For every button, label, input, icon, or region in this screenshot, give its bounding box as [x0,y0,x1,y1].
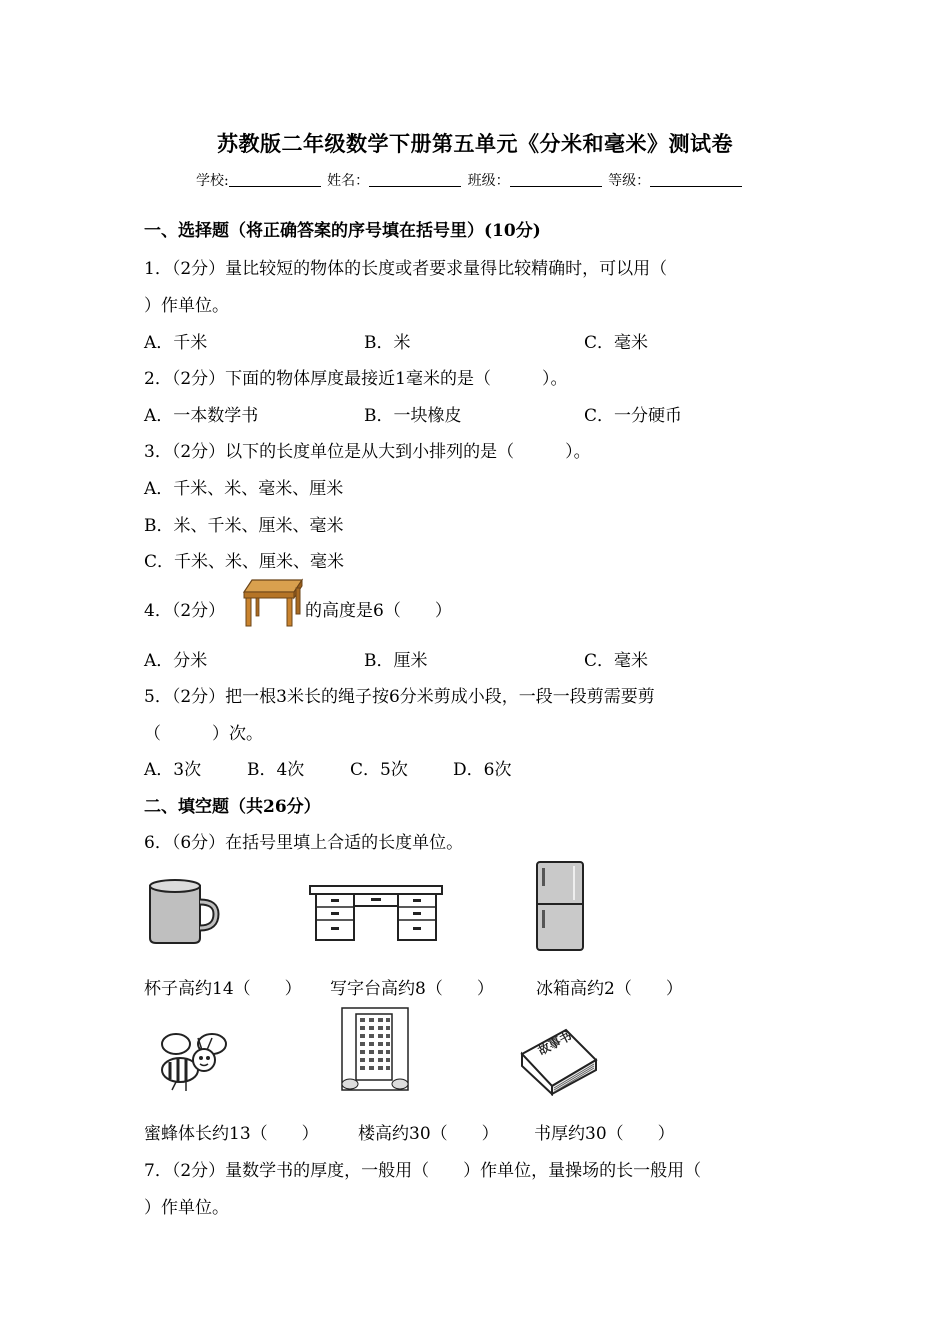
fridge-height-blank[interactable]: 冰箱高约2（ ） [536,979,683,999]
q5-option-c[interactable]: C．5次 [350,760,408,780]
q2-option-b[interactable]: B．一块橡皮 [364,406,462,426]
q5-option-b[interactable]: B．4次 [247,760,305,780]
name-label: 姓名： [327,173,370,189]
section2-heading: 二、填空题（共26分） [144,797,321,817]
q4-option-a[interactable]: A．分米 [144,651,208,671]
q3-option-c[interactable]: C．千米、米、厘米、毫米 [144,552,345,572]
q1-line1: 1．（2分）量比较短的物体的长度或者要求量得比较精确时，可以用（ [144,259,668,279]
q3-text: 3．（2分）以下的长度单位是从大到小排列的是（ ）。 [144,442,591,462]
q1-option-b[interactable]: B．米 [364,333,411,353]
q1-option-c[interactable]: C．毫米 [584,333,649,353]
bee-length-blank[interactable]: 蜜蜂体长约13（ ） [144,1124,319,1144]
q3-option-a[interactable]: A．千米、米、毫米、厘米 [144,479,344,499]
q1-option-a[interactable]: A．千米 [144,333,208,353]
fridge-icon [534,860,586,952]
q5-option-a[interactable]: A．3次 [144,760,202,780]
school-blank[interactable] [229,172,321,187]
q4-line [144,596,225,621]
q5-option-d[interactable]: D．6次 [453,760,512,780]
student-info-line [196,170,744,190]
q7-line1: 7．（2分）量数学书的厚度，一般用（ ）作单位，量操场的长一般用（ [144,1161,702,1181]
cup-height-blank[interactable]: 杯子高约14（ ） [144,979,302,999]
desk-icon [308,882,444,944]
storybook-title: 故事书 [535,1028,575,1058]
desk-height-blank[interactable]: 写字台高约8（ ） [330,979,494,999]
q3-option-b[interactable]: B．米、千米、厘米、毫米 [144,516,344,536]
q4-suffix: 的高度是6（ ） [305,601,452,621]
q2-text: 2．（2分）下面的物体厚度最接近1毫米的是（ ）。 [144,369,568,389]
q2-option-c[interactable]: C．一分硬币 [584,406,683,426]
building-height-blank[interactable]: 楼高约30（ ） [358,1124,499,1144]
name-blank[interactable] [369,172,461,187]
grade-blank[interactable] [650,172,742,187]
grade-label: 等级： [608,173,651,189]
q4-option-b[interactable]: B．厘米 [364,651,428,671]
bee-icon [156,1026,232,1096]
q7-line2: ）作单位。 [144,1198,229,1218]
q2-option-a[interactable]: A．一本数学书 [144,406,259,426]
section1-heading: 一、选择题（将正确答案的序号填在括号里）(10分) [144,221,541,241]
book-thickness-blank[interactable]: 书厚约30（ ） [534,1124,675,1144]
q5-line1: 5．（2分）把一根3米长的绳子按6分米剪成小段，一段一段剪需要剪 [144,687,655,707]
q1-line2: ）作单位。 [144,296,229,316]
q4-option-c[interactable]: C．毫米 [584,651,649,671]
table-icon [242,578,304,628]
q4-prefix: 4．（2分） [144,601,226,621]
building-icon [340,1006,410,1092]
cup-icon [144,878,220,946]
class-blank[interactable] [510,172,602,187]
q5-line2: （ ）次。 [144,724,263,744]
class-label: 班级： [467,173,510,189]
storybook-icon [516,1026,600,1096]
school-label: 学校: [196,173,229,189]
page-title: 苏教版二年级数学下册第五单元《分米和毫米》测试卷 [217,131,733,156]
q6-text: 6．（6分）在括号里填上合适的长度单位。 [144,833,464,853]
